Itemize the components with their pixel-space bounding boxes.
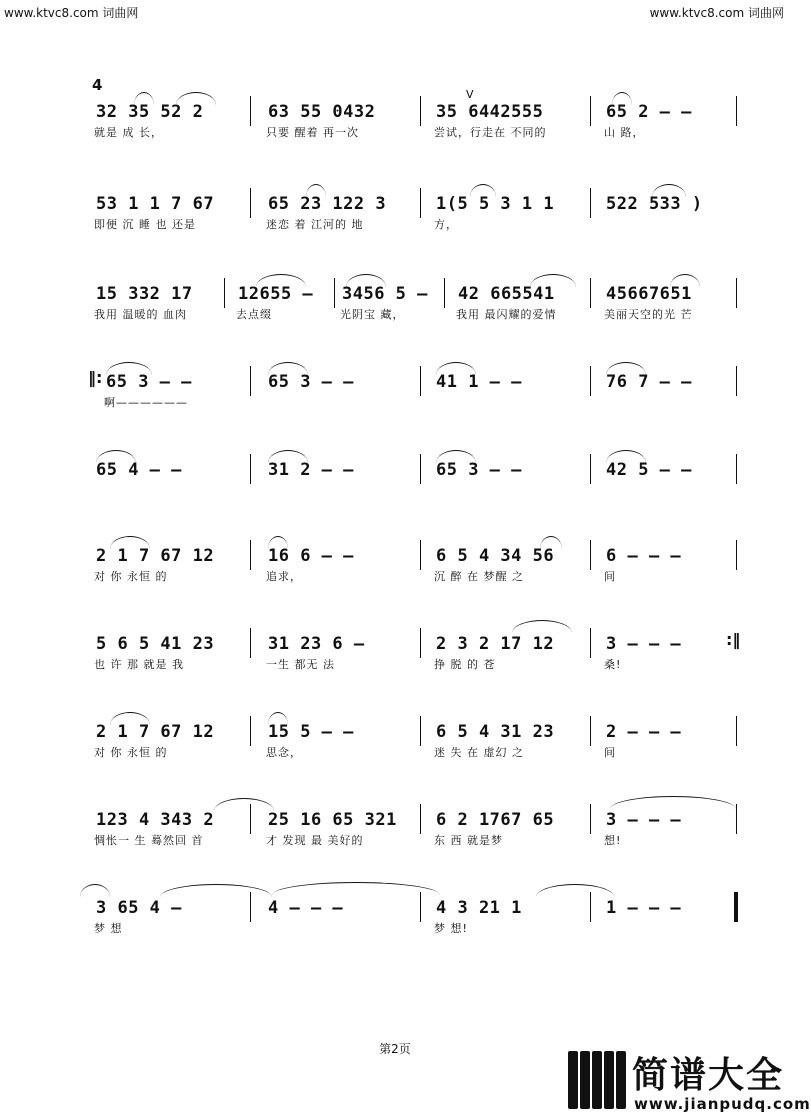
measure-lyrics: 啊—————— xyxy=(104,396,188,409)
measure-lyrics: 梦 想! xyxy=(434,922,468,935)
measure-lyrics: 对 你 永恒 的 xyxy=(94,570,168,583)
measure-lyrics: 也 许 那 就是 我 xyxy=(94,658,184,671)
measure-lyrics: 东 西 就是梦 xyxy=(434,834,503,847)
measure-notes: 3 – – – xyxy=(606,810,682,830)
measure-lyrics: 方， xyxy=(434,218,458,231)
measure-lyrics: 间 xyxy=(604,570,616,583)
measure xyxy=(90,896,250,956)
measure-notes: 6 5 4 34 56 xyxy=(436,546,555,566)
barline xyxy=(590,716,591,746)
measure-lyrics: 山 路， xyxy=(604,126,645,139)
score-system-4 xyxy=(0,370,790,460)
measure-lyrics: 梦 想 xyxy=(94,922,123,935)
measure-notes: 123 4 343 2 xyxy=(96,810,215,830)
barline xyxy=(420,716,421,746)
measure-notes: 1(5 5 3 1 1 xyxy=(436,194,555,214)
barline xyxy=(420,628,421,658)
barline xyxy=(590,278,591,308)
measure xyxy=(90,632,250,692)
measure xyxy=(100,370,250,430)
barline xyxy=(590,366,591,396)
site-header-left: www.ktvc8.com 词曲网 xyxy=(4,6,139,20)
slur xyxy=(176,92,216,105)
measure-notes: 2 – – – xyxy=(606,722,682,742)
final-barline xyxy=(734,892,738,922)
measure-notes: 15 332 17 xyxy=(96,284,193,304)
measure-notes: 2 1 7 67 12 xyxy=(96,546,215,566)
watermark-title: 简谱大全 xyxy=(632,1055,785,1096)
barline xyxy=(420,804,421,834)
measure-notes: 1 – – – xyxy=(606,898,682,918)
measure-notes: 6 5 4 31 23 xyxy=(436,722,555,742)
barline xyxy=(250,628,251,658)
measure-lyrics: 美丽天空的光 芒 xyxy=(604,308,693,321)
measure-notes: 31 2 – – xyxy=(268,460,354,480)
slur xyxy=(612,92,632,105)
measure-lyrics: 光阴宝 藏， xyxy=(340,308,405,321)
barline xyxy=(736,278,737,308)
slur xyxy=(134,92,154,105)
barline xyxy=(420,892,421,922)
measure-lyrics: 沉 醉 在 梦醒 之 xyxy=(434,570,524,583)
measure-notes: 63 55 0432 xyxy=(268,102,376,122)
measure-lyrics: 桑! xyxy=(604,658,622,671)
barline xyxy=(250,540,251,570)
barline xyxy=(590,454,591,484)
measure-notes: 6 2 1767 65 xyxy=(436,810,555,830)
site-watermark xyxy=(560,1045,811,1119)
measure-notes: 12655 – xyxy=(238,284,314,304)
measure xyxy=(90,282,220,342)
measure-lyrics: 迷 失 在 虚幻 之 xyxy=(434,746,524,759)
barline xyxy=(590,188,591,218)
time-mark: 4 xyxy=(92,76,103,94)
measure xyxy=(90,720,250,780)
barline xyxy=(250,454,251,484)
measure-notes: 42 5 – – xyxy=(606,460,692,480)
measure xyxy=(262,544,422,604)
measure-notes: 3 – – – xyxy=(606,634,682,654)
measure-lyrics: 尝试，行走在 不同的 xyxy=(434,126,547,139)
measure-lyrics: 去点缀 xyxy=(236,308,272,321)
barline xyxy=(224,278,225,308)
barline xyxy=(736,366,737,396)
measure xyxy=(232,282,336,342)
measure xyxy=(262,458,422,518)
measure xyxy=(600,458,736,518)
score-system-7 xyxy=(0,632,790,722)
measure xyxy=(430,896,590,956)
page-number: 第2页 xyxy=(379,1042,411,1056)
measure-notes: 5 6 5 41 23 xyxy=(96,634,215,654)
repeat-start-sign: ‖: xyxy=(88,368,103,387)
measure-lyrics: 想! xyxy=(604,834,622,847)
barline xyxy=(420,366,421,396)
measure-lyrics: 间 xyxy=(604,746,616,759)
score-system-3 xyxy=(0,282,790,372)
piano-keys-icon xyxy=(568,1051,626,1109)
measure xyxy=(600,632,726,692)
measure-notes: 2 1 7 67 12 xyxy=(96,722,215,742)
measure-notes: 16 6 – – xyxy=(268,546,354,566)
measure xyxy=(262,808,422,868)
barline xyxy=(420,454,421,484)
repeat-end-sign: :‖ xyxy=(726,630,741,649)
barline xyxy=(590,804,591,834)
measure xyxy=(262,896,422,956)
measure xyxy=(600,100,736,160)
barline xyxy=(736,454,737,484)
measure xyxy=(600,896,730,956)
measure xyxy=(430,370,590,430)
measure xyxy=(90,192,250,252)
score-system-6 xyxy=(0,544,790,634)
measure-notes: 65 23 122 3 xyxy=(268,194,387,214)
measure-lyrics: 对 你 永恒 的 xyxy=(94,746,168,759)
measure-lyrics: 挣 脱 的 苍 xyxy=(434,658,496,671)
barline xyxy=(420,540,421,570)
measure-notes: 41 1 – – xyxy=(436,372,522,392)
measure-notes: 45667651 xyxy=(606,284,692,304)
measure-notes: 15 5 – – xyxy=(268,722,354,742)
barline xyxy=(590,96,591,126)
measure-notes: 65 3 – – xyxy=(106,372,192,392)
measure-notes: 3456 5 – xyxy=(342,284,428,304)
measure-lyrics: 我用 最闪耀的爱情 xyxy=(456,308,557,321)
barline xyxy=(250,366,251,396)
measure-notes: 2 3 2 17 12 xyxy=(436,634,555,654)
measure xyxy=(600,282,736,342)
barline xyxy=(444,278,445,308)
measure xyxy=(90,544,250,604)
measure xyxy=(430,544,590,604)
measure xyxy=(90,100,250,160)
measure-lyrics: 就是 成 长， xyxy=(94,126,163,139)
site-header-right: www.ktvc8.com 词曲网 xyxy=(649,6,784,20)
measure xyxy=(336,282,440,342)
measure-notes: 3 65 4 – xyxy=(96,898,182,918)
measure-lyrics: 即便 沉 睡 也 还是 xyxy=(94,218,196,231)
score-system-10 xyxy=(0,896,790,986)
measure xyxy=(430,192,590,252)
measure xyxy=(262,720,422,780)
barline xyxy=(420,188,421,218)
measure-notes: 32 35 52 2 xyxy=(96,102,204,122)
barline xyxy=(250,96,251,126)
measure xyxy=(600,544,736,604)
measure-lyrics: 迷恋 着 江河的 地 xyxy=(266,218,364,231)
measure xyxy=(430,458,590,518)
measure-notes: 4 3 21 1 xyxy=(436,898,522,918)
score-system-2 xyxy=(0,192,790,282)
measure-notes: 53 1 1 7 67 xyxy=(96,194,215,214)
measure xyxy=(600,192,736,252)
measure-lyrics: 我用 温暖的 血肉 xyxy=(94,308,187,321)
barline xyxy=(250,716,251,746)
measure xyxy=(430,720,590,780)
measure xyxy=(430,808,590,868)
barline xyxy=(250,188,251,218)
measure-notes: 76 7 – – xyxy=(606,372,692,392)
measure xyxy=(262,100,422,160)
score-system-1 xyxy=(0,100,790,190)
measure xyxy=(600,808,736,868)
measure-notes: 35 6442555 xyxy=(436,102,544,122)
barline xyxy=(334,278,335,308)
measure-notes: 42 665541 xyxy=(458,284,555,304)
measure-lyrics: 一生 都无 法 xyxy=(266,658,335,671)
measure xyxy=(90,808,250,868)
measure xyxy=(430,100,590,160)
measure-notes: 6 – – – xyxy=(606,546,682,566)
score-system-5 xyxy=(0,458,790,548)
measure-lyrics: 追求， xyxy=(266,570,302,583)
measure-notes: 65 2 – – xyxy=(606,102,692,122)
measure-notes: 4 – – – xyxy=(268,898,344,918)
watermark-url: www.jianpudq.com xyxy=(634,1095,811,1113)
measure xyxy=(600,720,736,780)
measure xyxy=(262,632,422,692)
measure-lyrics: 只要 醒着 再一次 xyxy=(266,126,359,139)
measure xyxy=(430,632,590,692)
barline xyxy=(590,628,591,658)
measure-notes: 31 23 6 – xyxy=(268,634,365,654)
barline xyxy=(736,804,737,834)
measure xyxy=(262,192,422,252)
measure-lyrics: 才 发现 最 美好的 xyxy=(266,834,364,847)
barline xyxy=(736,540,737,570)
barline xyxy=(590,540,591,570)
measure xyxy=(600,370,736,430)
barline xyxy=(736,716,737,746)
measure xyxy=(262,370,422,430)
measure-notes: 65 3 – – xyxy=(268,372,354,392)
measure-notes: 65 3 – – xyxy=(436,460,522,480)
measure xyxy=(452,282,592,342)
barline xyxy=(736,96,737,126)
measure xyxy=(90,458,250,518)
measure-notes: 522 533 ) xyxy=(606,194,703,214)
measure-notes: 65 4 – – xyxy=(96,460,182,480)
measure-notes: 25 16 65 321 xyxy=(268,810,397,830)
barline xyxy=(420,96,421,126)
measure-lyrics: 惆怅一 生 蓦然回 首 xyxy=(94,834,204,847)
measure-lyrics: 思念， xyxy=(266,746,302,759)
breath-mark: V xyxy=(466,88,474,101)
